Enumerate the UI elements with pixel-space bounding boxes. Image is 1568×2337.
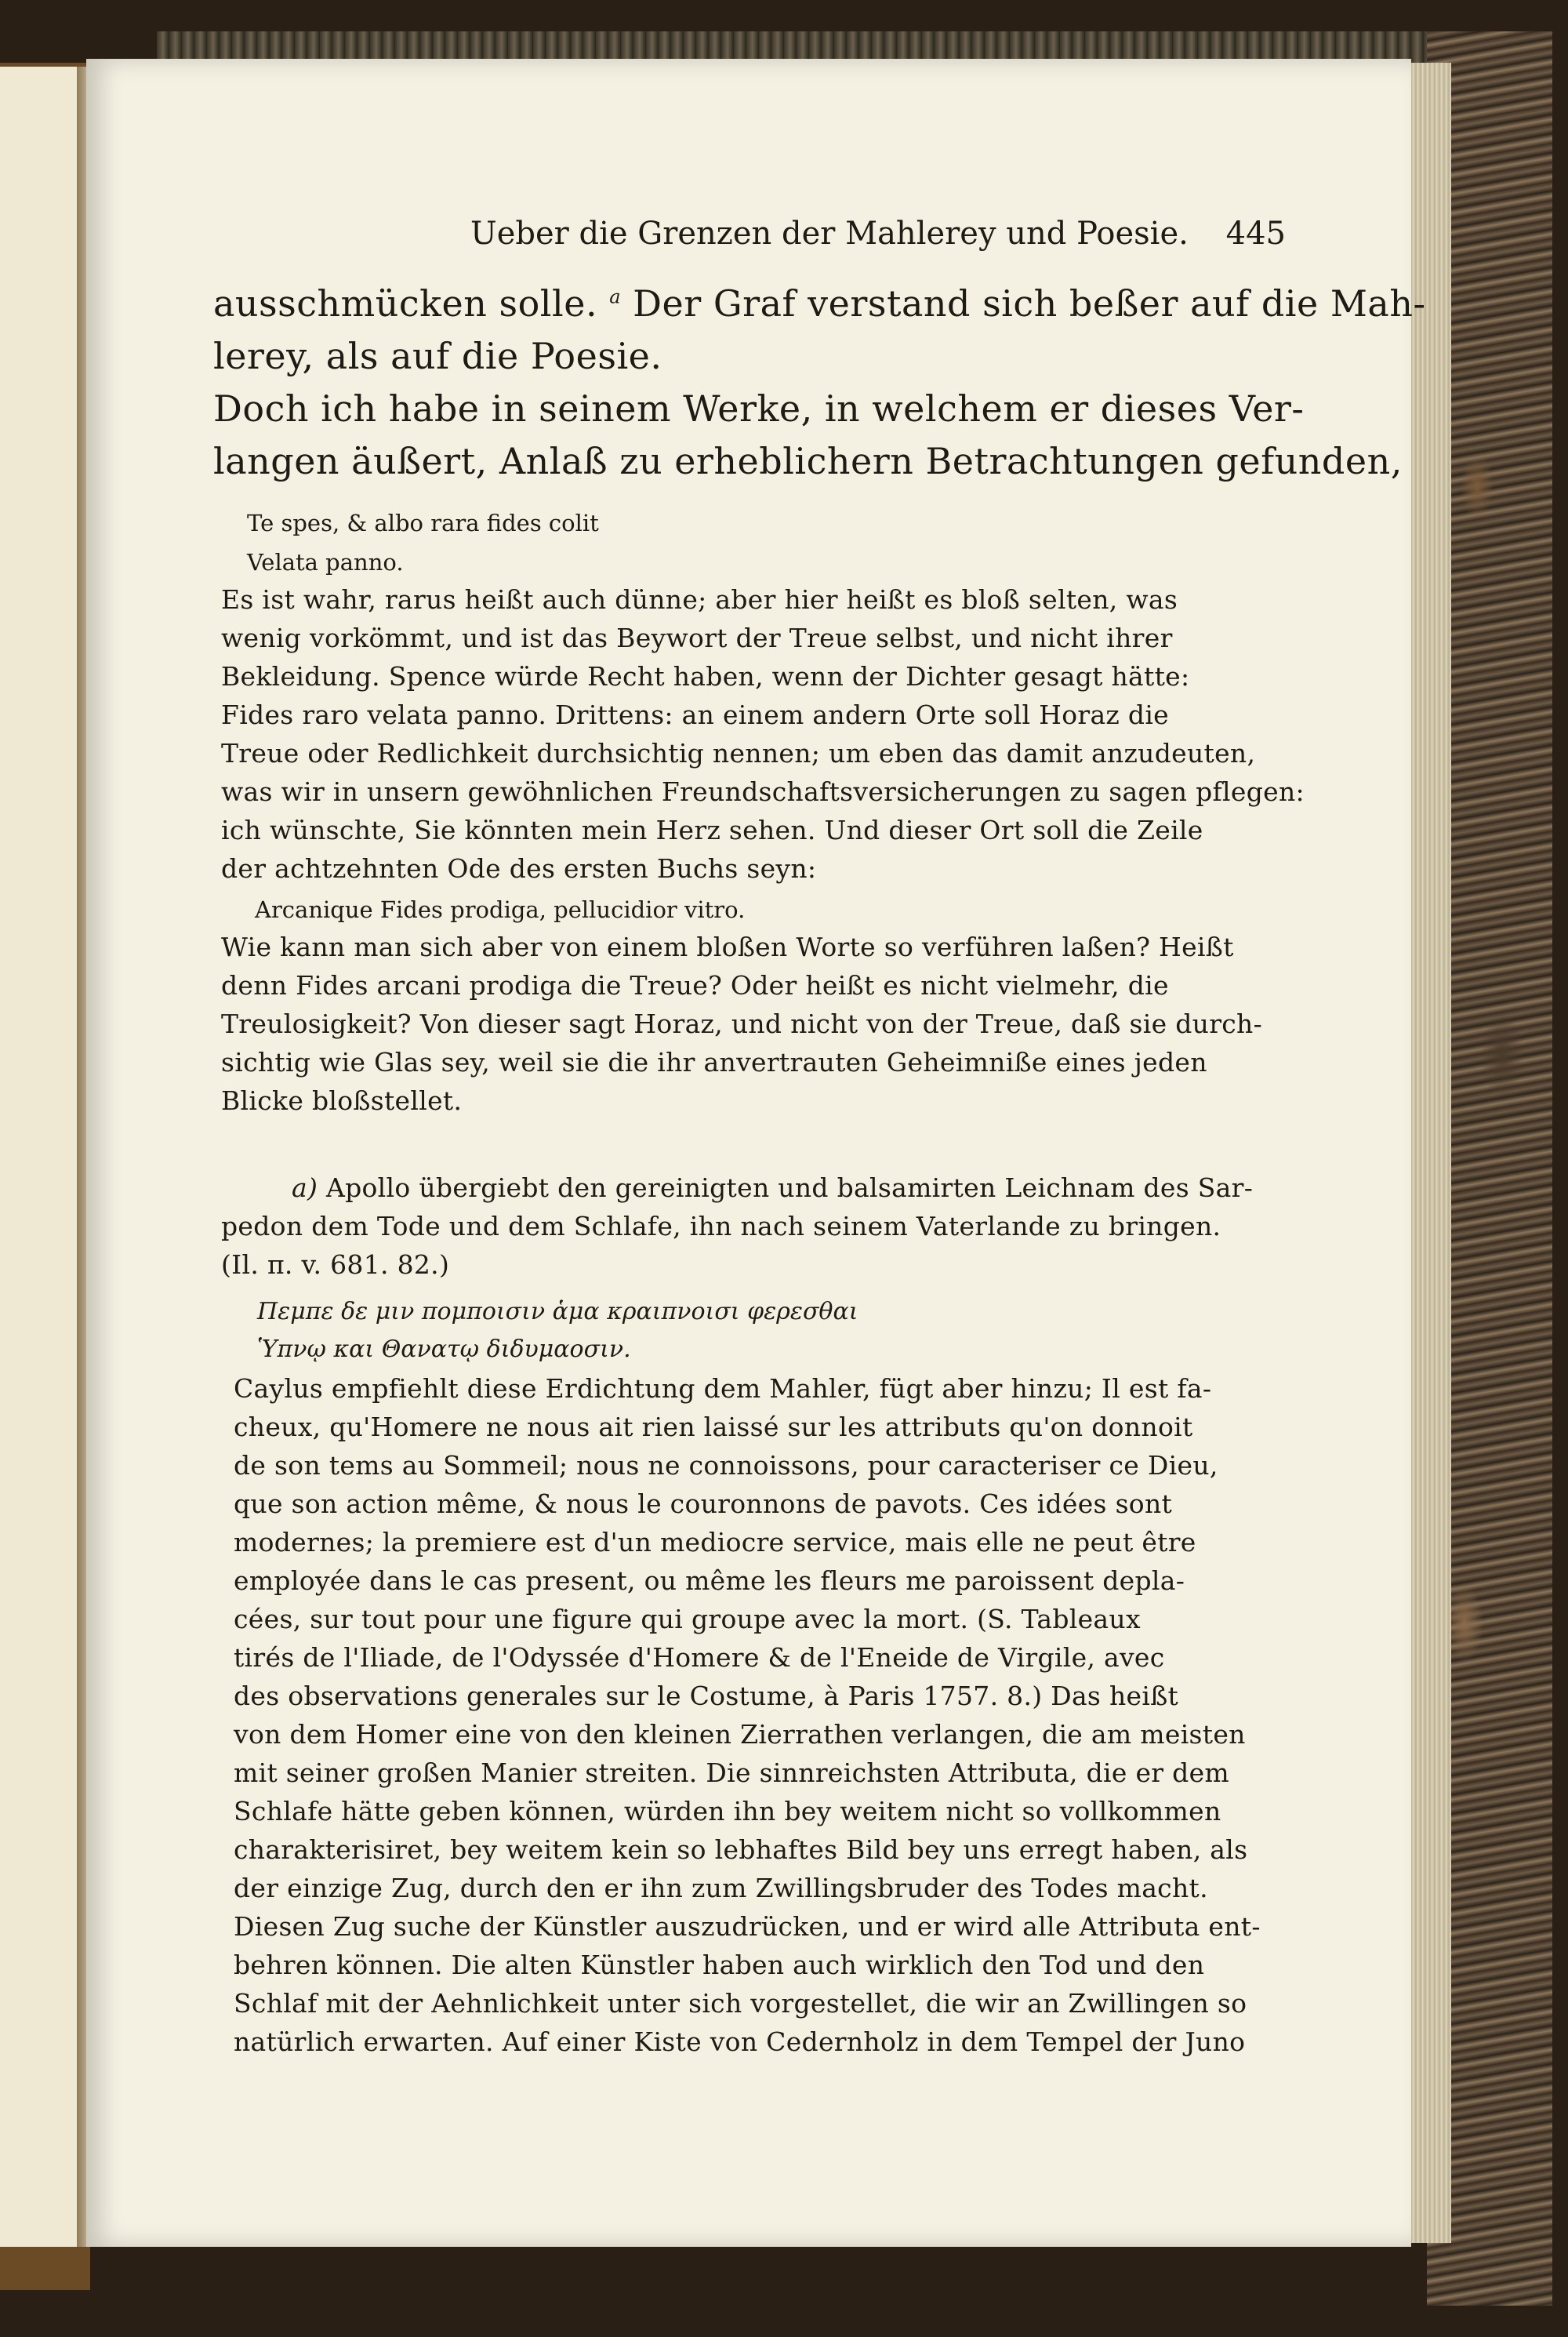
note-b-line-12: Schlafe hätte geben können, würden ihn bey weitem nicht so vollkommen (234, 1796, 1221, 1826)
intro-line-1 (213, 282, 1426, 325)
note-b-line-13: charakterisiret, bey weitem kein so lebhaftes Bild bey uns erregt haben, als (234, 1834, 1248, 1865)
intro-line-1-rest: Der Graf verstand sich beßer auf die Mah- (633, 282, 1426, 325)
note-b-line-1: Caylus empfiehlt diese Erdichtung dem Mahler, fügt aber hinzu; Il est fa- (234, 1373, 1212, 1404)
note-b-line-9: des observations generales sur le Costume, à Paris 1757. 8.) Das heißt (234, 1681, 1179, 1711)
note-b-line-7: cées, sur tout pour une figure qui groupe avec la mort. (S. Tableaux (234, 1604, 1141, 1634)
footnote-a-line-3: (Il. π. v. 681. 82.) (221, 1249, 450, 1280)
note-b-line-14: der einzige Zug, durch den er ihn zum Zwillingsbruder des Todes macht. (234, 1873, 1208, 1903)
note1-line-3: Bekleidung. Spence würde Recht haben, wenn der Dichter gesagt hätte: (221, 661, 1190, 692)
note1-line-8: der achtzehnten Ode des ersten Buchs seyn: (221, 853, 817, 884)
book-cover-top (157, 31, 1450, 63)
intro-line-4: langen äußert, Anlaß zu erheblichern Betrachtungen gefunden, (213, 440, 1403, 482)
note1-line-1: Es ist wahr, rarus heißt auch dünne; aber hier heißt es bloß selten, was (221, 584, 1178, 615)
note-b-line-16: behren können. Die alten Künstler haben auch wirklich den Tod und den (234, 1950, 1205, 1980)
intro-line-2: lerey, als auf die Poesie. (213, 335, 662, 377)
footnote-a-line-2: pedon dem Tode und dem Schlafe, ihn nach seinem Vaterlande zu bringen. (221, 1211, 1221, 1241)
note-b-line-2: cheux, qu'Homere ne nous ait rien laissé sur les attributs qu'on donnoit (234, 1412, 1193, 1442)
note-b-line-8: tirés de l'Iliade, de l'Odyssée d'Homere & de l'Eneide de Virgile, avec (234, 1642, 1165, 1673)
note1-line-6: was wir in unsern gewöhnlichen Freundschaftsversicherungen zu sagen pflegen: (221, 776, 1305, 807)
note1-line-2: wenig vorkömmt, und ist das Beywort der Treue selbst, und nicht ihrer (221, 623, 1173, 653)
note2-line-1: Wie kann man sich aber von einem bloßen Worte so verführen laßen? Heißt (221, 932, 1234, 962)
footnote-marker: a (609, 285, 622, 308)
note2-line-3: Treulosigkeit? Von dieser sagt Horaz, und nicht von der Treue, daß sie durch- (221, 1009, 1263, 1039)
note1-line-4: Fides raro velata panno. Drittens: an einem andern Orte soll Horaz die (221, 700, 1169, 730)
note-b-line-10: von dem Homer eine von den kleinen Zierrathen verlangen, die am meisten (234, 1719, 1246, 1750)
footnote-a-text-1: Apollo übergiebt den gereinigten und balsamirten Leichnam des Sar- (325, 1172, 1254, 1203)
note-b-line-3: de son tems au Sommeil; nous ne connoissons, pour caracteriser ce Dieu, (234, 1450, 1218, 1481)
footnote-a-line-1 (292, 1172, 1253, 1203)
intro-line-1-text: ausschmücken solle. (213, 282, 598, 325)
note2-line-2: denn Fides arcani prodiga die Treue? Oder heißt es nicht vielmehr, die (221, 970, 1169, 1001)
note-b-line-11: mit seiner großen Manier streiten. Die sinnreichsten Attributa, die er dem (234, 1757, 1230, 1788)
greek-verse-line-2: Ὑπνῳ και Θανατῳ διδυμαοσιν. (257, 1336, 631, 1363)
note-b-line-18: natürlich erwarten. Auf einer Kiste von Cedernholz in dem Tempel der Juno (234, 2026, 1246, 2057)
footnote-a-label: a) (292, 1172, 318, 1203)
greek-verse-line-1: Πεμπε δε μιν πομποισιν ἁμα κραιπνοισι φερεσθαι (257, 1298, 858, 1325)
left-page (0, 67, 78, 2247)
latin-quote-2: Arcanique Fides prodiga, pellucidior vitro. (255, 896, 746, 923)
note-b-line-17: Schlaf mit der Aehnlichkeit unter sich vorgestellet, die wir an Zwillingen so (234, 1988, 1247, 2019)
book-page (86, 59, 1426, 2247)
note-b-line-15: Diesen Zug suche der Künstler auszudrücken, und er wird alle Attributa ent- (234, 1911, 1261, 1942)
note1-line-5: Treue oder Redlichkeit durchsichtig nennen; um eben das damit anzudeuten, (221, 738, 1256, 769)
latin-quote-1-line-1: Te spes, & albo rara fides colit (247, 510, 599, 536)
note1-line-7: ich wünschte, Sie könnten mein Herz sehen. Und dieser Ort soll die Zeile (221, 815, 1203, 845)
note2-line-4: sichtig wie Glas sey, weil sie die ihr anvertrauten Geheimniße eines jeden (221, 1047, 1207, 1078)
note-b-line-6: employée dans le cas present, ou même les fleurs me paroissent depla- (234, 1565, 1185, 1596)
note-b-line-5: modernes; la premiere est d'un mediocre service, mais elle ne peut être (234, 1527, 1196, 1557)
note2-line-5: Blicke bloßstellet. (221, 1085, 463, 1116)
intro-line-3: Doch ich habe in seinem Werke, in welchem er dieses Ver- (213, 387, 1305, 430)
page-header (384, 216, 1286, 271)
note-b-line-4: que son action même, & nous le couronnons de pavots. Ces idées sont (234, 1488, 1173, 1519)
page-number: 445 (1225, 216, 1286, 252)
running-title: Ueber die Grenzen der Mahlerey und Poesie. (470, 216, 1189, 252)
latin-quote-1-line-2: Velata panno. (247, 549, 404, 576)
